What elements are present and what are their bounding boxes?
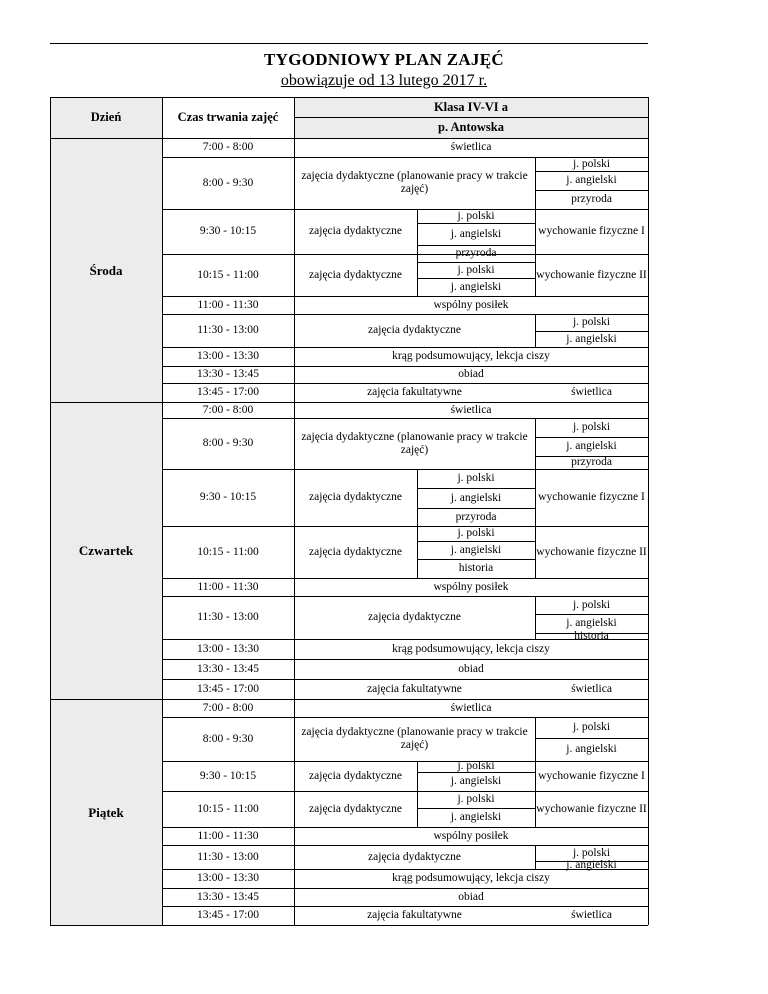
subject-j-polski: j. polski xyxy=(572,721,611,733)
column-divider xyxy=(535,157,536,209)
activity-swietlica: świetlica xyxy=(450,701,492,714)
time-slot: 9:30 - 10:15 xyxy=(199,225,257,237)
time-slot: 11:30 - 13:00 xyxy=(197,850,259,863)
subject-wf-1: wychowanie fizyczne I xyxy=(538,769,645,782)
page-subtitle: obowiązuje od 13 lutego 2017 r. xyxy=(280,72,488,89)
activity-lessons: zajęcia dydaktyczne xyxy=(309,491,402,503)
time-slot: 13:30 - 13:45 xyxy=(197,662,259,675)
activity-swietlica: świetlica xyxy=(571,386,612,398)
subject-j-angielski: j. angielski xyxy=(566,743,617,755)
subject-przyroda: przyroda xyxy=(455,510,497,523)
column-divider xyxy=(417,469,418,578)
subject-j-angielski: j. angielski xyxy=(450,775,502,787)
activity-meal: wspólny posiłek xyxy=(433,580,509,593)
subject-przyroda: przyroda xyxy=(571,456,612,468)
time-slot: 13:45 - 17:00 xyxy=(197,909,259,921)
time-slot: 13:00 - 13:30 xyxy=(197,872,259,884)
column-divider xyxy=(648,97,649,925)
time-slot: 11:30 - 13:00 xyxy=(197,324,259,336)
subject-wf-2: wychowanie fizyczne II xyxy=(536,545,647,558)
subject-j-angielski: j. angielski xyxy=(450,491,502,504)
subject-wf-2: wychowanie fizyczne II xyxy=(536,802,647,815)
activity-lunch: obiad xyxy=(458,662,484,675)
subject-j-polski: j. polski xyxy=(572,598,611,611)
time-slot: 8:00 - 9:30 xyxy=(202,176,254,189)
activity-optional: zajęcia fakultatywne xyxy=(367,386,462,398)
column-divider xyxy=(535,761,536,827)
column-divider xyxy=(50,97,51,925)
activity-lessons: zajęcia dydaktyczne xyxy=(309,268,402,281)
time-slot: 11:00 - 11:30 xyxy=(197,298,259,311)
time-slot: 13:30 - 13:45 xyxy=(197,890,259,903)
activity-lunch: obiad xyxy=(458,890,484,903)
activity-swietlica: świetlica xyxy=(571,909,612,921)
activity-summary-circle: krąg podsumowujący, lekcja ciszy xyxy=(392,642,550,655)
subject-j-polski: j. polski xyxy=(572,316,611,328)
day-label-środa: Środa xyxy=(89,262,123,278)
subject-j-angielski: j. angielski xyxy=(566,174,617,186)
subject-wf-2: wychowanie fizyczne II xyxy=(536,268,647,281)
subject-j-polski: j. polski xyxy=(572,421,611,433)
time-slot: 10:15 - 11:00 xyxy=(197,268,259,281)
subject-j-angielski: j. angielski xyxy=(450,280,502,293)
subject-przyroda: przyroda xyxy=(571,193,612,205)
teacher-name: p. Antowska xyxy=(438,120,504,134)
activity-lessons: zajęcia dydaktyczne xyxy=(309,769,402,782)
time-slot: 11:30 - 13:00 xyxy=(197,611,259,623)
activity-lessons: zajęcia dydaktyczne xyxy=(368,611,461,623)
subject-j-polski: j. polski xyxy=(572,157,611,170)
subject-j-angielski: j. angielski xyxy=(566,332,617,345)
column-divider xyxy=(417,209,418,296)
activity-lessons: zajęcia dydaktyczne xyxy=(309,545,402,558)
column-divider xyxy=(162,97,163,925)
subject-wf-1: wychowanie fizyczne I xyxy=(538,491,645,503)
subject-j-polski: j. polski xyxy=(572,846,611,859)
row-divider xyxy=(50,138,648,139)
time-slot: 7:00 - 8:00 xyxy=(202,403,254,416)
time-slot: 8:00 - 9:30 xyxy=(202,732,254,745)
subject-j-polski: j. polski xyxy=(457,263,495,276)
class-name: Klasa IV-VI a xyxy=(433,99,509,114)
activity-swietlica: świetlica xyxy=(571,682,612,695)
time-slot: 13:30 - 13:45 xyxy=(197,368,259,380)
subject-j-angielski: j. angielski xyxy=(566,858,617,871)
subject-j-polski: j. polski xyxy=(457,793,495,805)
time-slot: 10:15 - 11:00 xyxy=(197,545,259,558)
activity-lunch: obiad xyxy=(458,368,484,380)
page-title: TYGODNIOWY PLAN ZAJĘĆ xyxy=(264,50,504,69)
time-slot: 7:00 - 8:00 xyxy=(202,701,254,714)
row-divider xyxy=(50,97,648,98)
column-header-day: Dzień xyxy=(90,110,122,124)
subject-j-polski: j. polski xyxy=(457,209,495,222)
activity-lessons: zajęcia dydaktyczne xyxy=(368,324,461,336)
time-slot: 9:30 - 10:15 xyxy=(199,769,257,782)
activity-lessons: zajęcia dydaktyczne xyxy=(309,225,402,237)
column-divider xyxy=(535,596,536,639)
time-slot: 10:15 - 11:00 xyxy=(197,802,259,815)
time-slot: 13:00 - 13:30 xyxy=(197,350,259,362)
activity-swietlica: świetlica xyxy=(450,403,492,416)
subject-j-angielski: j. angielski xyxy=(450,227,502,240)
day-label-piątek: Piątek xyxy=(88,804,124,820)
column-divider xyxy=(535,717,536,761)
time-slot: 13:00 - 13:30 xyxy=(197,642,259,655)
subject-j-polski: j. polski xyxy=(457,527,495,539)
column-divider xyxy=(535,845,536,869)
activity-swietlica: świetlica xyxy=(450,141,492,153)
time-slot: 13:45 - 17:00 xyxy=(197,682,259,695)
subject-j-angielski: j. angielski xyxy=(566,440,617,452)
subject-j-angielski: j. angielski xyxy=(450,811,502,823)
time-slot: 8:00 - 9:30 xyxy=(202,437,254,449)
activity-lessons: zajęcia dydaktyczne xyxy=(309,802,402,815)
row-divider xyxy=(294,117,648,118)
activity-planned-lessons: zajęcia dydaktyczne (planowanie pracy w trakcie zajęć) xyxy=(301,170,528,195)
subject-historia: historia xyxy=(458,562,494,574)
activity-optional: zajęcia fakultatywne xyxy=(367,682,462,695)
time-slot: 7:00 - 8:00 xyxy=(202,141,254,153)
subject-wf-1: wychowanie fizyczne I xyxy=(538,225,645,237)
activity-optional: zajęcia fakultatywne xyxy=(367,909,462,921)
column-divider xyxy=(535,314,536,347)
activity-summary-circle: krąg podsumowujący, lekcja ciszy xyxy=(392,872,550,884)
activity-meal: wspólny posiłek xyxy=(433,298,509,311)
time-slot: 9:30 - 10:15 xyxy=(199,491,257,503)
subject-j-angielski: j. angielski xyxy=(450,543,502,556)
time-slot: 11:00 - 11:30 xyxy=(197,829,259,842)
time-slot: 13:45 - 17:00 xyxy=(197,386,259,398)
column-divider xyxy=(417,761,418,827)
column-header-time: Czas trwania zajęć xyxy=(177,110,279,124)
subject-historia: historia xyxy=(574,629,609,642)
subject-j-angielski: j. angielski xyxy=(566,617,617,629)
activity-meal: wspólny posiłek xyxy=(433,829,509,842)
row-divider xyxy=(50,925,648,926)
subject-j-polski: j. polski xyxy=(457,760,495,772)
activity-lessons: zajęcia dydaktyczne xyxy=(368,850,461,863)
column-divider xyxy=(535,209,536,296)
activity-planned-lessons: zajęcia dydaktyczne (planowanie pracy w trakcie zajęć) xyxy=(301,726,528,751)
activity-planned-lessons: zajęcia dydaktyczne (planowanie pracy w trakcie zajęć) xyxy=(301,430,528,456)
column-divider xyxy=(535,418,536,469)
subject-przyroda: przyroda xyxy=(455,247,497,259)
activity-summary-circle: krąg podsumowujący, lekcja ciszy xyxy=(392,350,550,362)
column-divider xyxy=(294,97,295,925)
time-slot: 11:00 - 11:30 xyxy=(197,580,259,593)
day-label-czwartek: Czwartek xyxy=(78,543,134,558)
subject-j-polski: j. polski xyxy=(457,472,495,484)
column-divider xyxy=(535,469,536,578)
